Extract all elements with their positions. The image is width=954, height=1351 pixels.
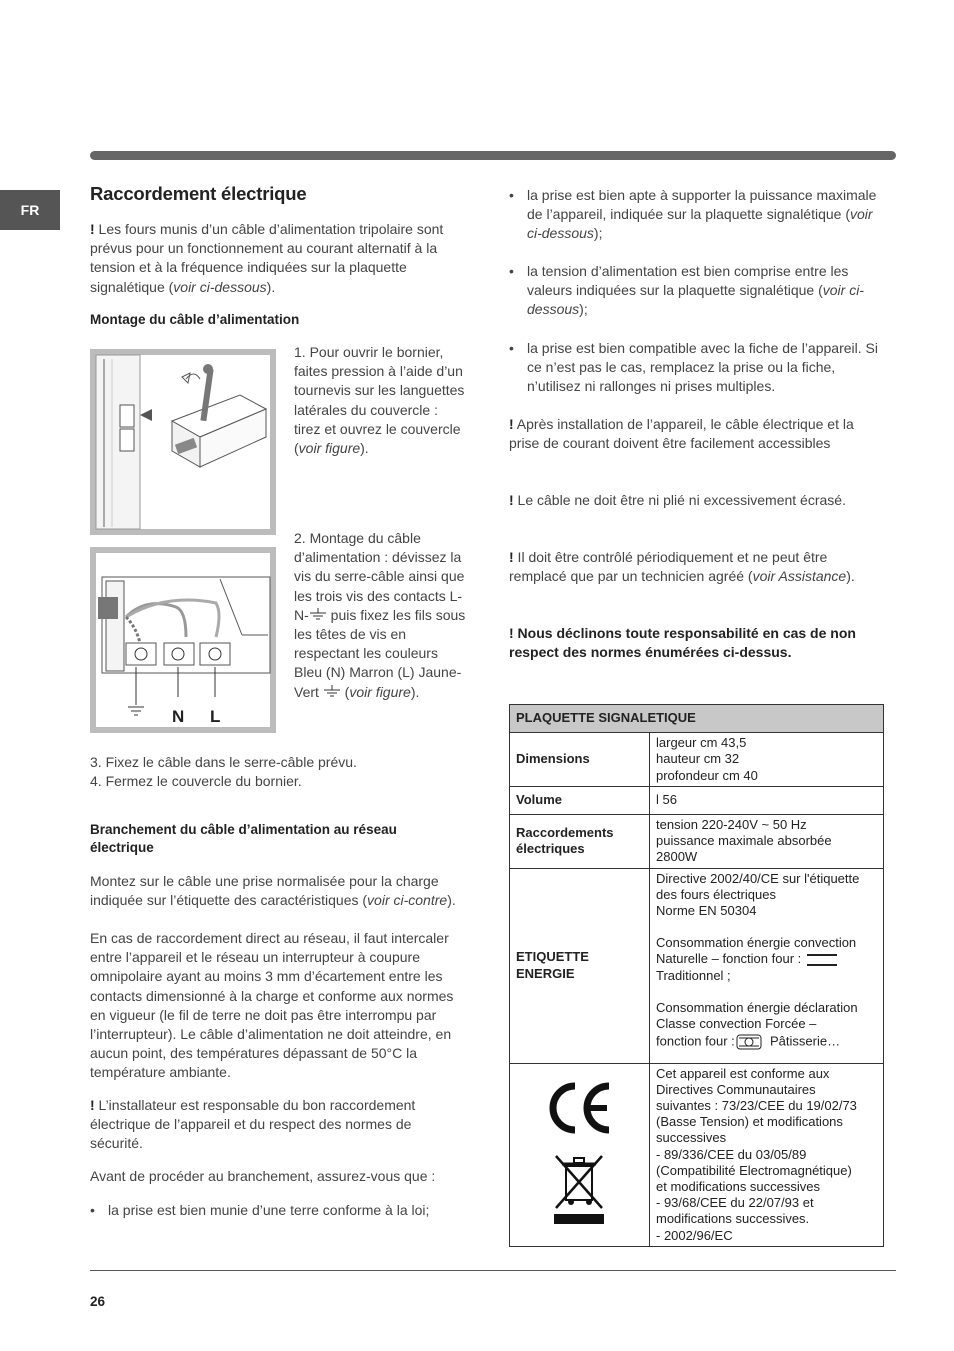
raccordements-label: Raccordements électriques [510,815,650,869]
warning-accessible: ! Après installation de l’appareil, le câble électrique et la prise de courant doivent être facilement accessibles [509,416,854,452]
branchement-subtitle: Branchement du câble d’alimentation au réseau électrique [90,822,397,855]
live-label: L [210,707,221,726]
page-number: 26 [90,1294,106,1309]
intro-paragraph: ! Les fours munis d’un câble d’alimentation tripolaire sont prévus pour un fonctionnement au courant alternatif à la tension et à la fréquence indiquées sur la plaquette signalétique (voir ci-dessous). [90,221,444,295]
plaquette-table [509,704,884,1247]
list-item: • la tension d’alimentation est bien comprise entre les valeurs indiquées sur la plaquette signalétique (voir ci-dessous); [509,263,864,318]
montage-subtitle: Montage du câble d’alimentation [90,312,300,327]
figure-open-terminal [90,349,276,535]
avant-text: Avant de procéder au branchement, assurez-vous que : [90,1168,436,1184]
table-header: PLAQUETTE SIGNALETIQUE [510,705,884,733]
dimensions-values: largeur cm 43,5 hauteur cm 32 profondeur cm 40 [650,733,884,787]
volume-label: Volume [510,787,650,815]
step-3-text: 3. Fixez le câble dans le serre-câble prévu. [90,754,357,770]
warning-controle: ! Il doit être contrôlé périodiquement et ne peut être remplacé que par un technicien agréé (voir Assistance). [509,549,855,585]
conformity-text: Cet appareil est conforme aux Directives Communautaires suivantes : 73/23/CEE du 19/02/73 (Basse Tension) et modifications successives - 89/336/CEE du 03/05/89 (Compatibilité Electromagnétique) et modifications successives - 93/68/CEE du 22/07/93 et modifications successives. - 2002/96/EC [650,1063,884,1246]
neutral-label: N [172,707,185,726]
conformity-marks [510,1063,650,1246]
ground-icon [323,685,341,697]
step-2-text: 2. Montage du câble d’alimentation : dévissez la vis du serre-câble ainsi que les trois vis des contacts L-N- puis fixez les fils sous les têtes de vis en respectant les couleurs Bleu (N) Marron (L) Jaune-Vert (voir figure). [294,530,466,700]
ce-mark-icon [545,1080,615,1136]
language-tab: FR [0,190,60,230]
table-row [510,733,884,787]
step-4-text: 4. Fermez le couvercle du bornier. [90,773,302,789]
warning-cable: ! Le câble ne doit être ni plié ni excessivement écrasé. [509,492,846,508]
table-row [510,815,884,869]
etiquette-energie-values: Directive 2002/40/CE sur l'étiquette des fours électriques Norme EN 50304 Consommation énergie convection Naturelle – fonction four : Traditionnel ; Consommation énergie déclaration Classe convection Forcée – fonction four : Pâtisserie… [650,868,884,1063]
list-item: • la prise est bien munie d’une terre conforme à la loi; [90,1202,430,1218]
top-rule [90,151,896,160]
table-row [510,868,884,1063]
table-header-row [510,705,884,733]
bottom-rule [90,1270,896,1271]
figure-wiring [90,547,276,733]
dimensions-label: Dimensions [510,733,650,787]
list-item: • la prise est bien apte à supporter la puissance maximale de l’appareil, indiquée sur la plaquette signalétique (voir ci-dessous); [509,187,877,242]
ground-icon [309,608,327,620]
etiquette-energie-label: ETIQUETTE ENERGIE [510,868,650,1063]
installateur-note: ! L’installateur est responsable du bon raccordement électrique de l’appareil et du respect des normes de sécurité. [90,1097,416,1152]
table-row [510,1063,884,1246]
list-item: • la prise est bien compatible avec la fiche de l’appareil. Si ce n’est pas le cas, remplacez la prise ou la fiche, n’utilisez ni rallonges ni prises multiples. [509,340,878,395]
pastry-oven-icon [735,1033,763,1051]
traditional-oven-icon [805,952,839,968]
branchement-paragraph-1: Montez sur le câble une prise normalisée pour la charge indiquée sur l’étiquette des caractéristiques (voir ci-contre). [90,873,456,909]
raccordements-values: tension 220-240V ~ 50 Hz puissance maximale absorbée 2800W [650,815,884,869]
table-row [510,787,884,815]
weee-bin-icon [552,1154,608,1226]
warning-responsabilite: ! Nous déclinons toute responsabilité en cas de non respect des normes énumérées ci-dessus. [509,625,856,661]
volume-value: l 56 [650,787,884,815]
step-1-text: 1. Pour ouvrir le bornier, faites pression à l’aide d’un tournevis sur les languettes latérales du couvercle : tirez et ouvrez le couvercle (voir figure). [294,344,465,457]
wiring-illustration [90,547,276,733]
branchement-paragraph-2: En cas de raccordement direct au réseau, il faut intercaler entre l’appareil et le réseau un interrupteur à coupure omnipolaire ayant au moins 3 mm d’écartement entre les contacts dimensionné à la charge et conforme aux normes en vigueur (le fil de terre ne doit pas être interrompu par l’interrupteur). Le câble d’alimentation ne doit atteindre, en aucun point, des températures dépassant de 50°C la température ambiante. [90,930,454,1081]
terminal-box-illustration [90,349,276,535]
page-title: Raccordement électrique [90,183,307,204]
